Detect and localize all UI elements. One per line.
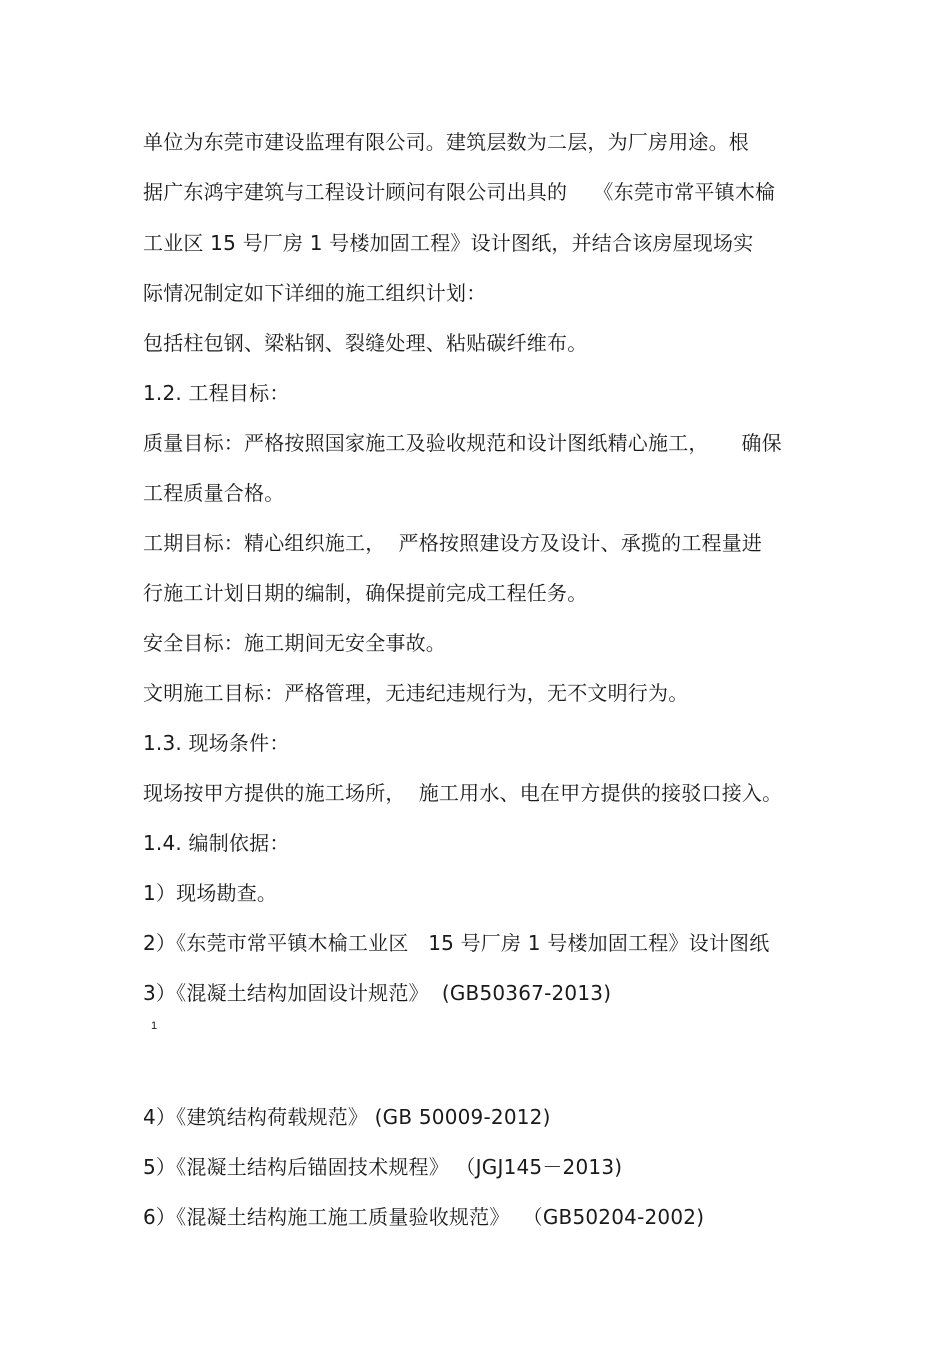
section-heading-1-3: 1.3. 现场条件： xyxy=(143,731,290,755)
reference-item: 5）《混凝土结构后锚固技术规程》 （JGJ145－2013) xyxy=(143,1155,623,1179)
reference-item: 4）《建筑结构荷载规范》 (GB 50009-2012) xyxy=(143,1105,551,1129)
section-heading-1-4: 1.4. 编制依据： xyxy=(143,831,290,855)
body-text-line: 文明施工目标：严格管理，无违纪违规行为，无不文明行为。 xyxy=(143,681,689,705)
reference-item: 2）《东莞市常平镇木棆工业区 15 号厂房 1 号楼加固工程》设计图纸 xyxy=(143,931,770,955)
body-text-line: 工期目标：精心组织施工， 严格按照建设方及设计、承揽的工程量进 xyxy=(143,531,763,555)
reference-item: 6）《混凝土结构施工施工质量验收规范》 （GB50204-2002) xyxy=(143,1205,705,1229)
reference-item: 1）现场勘查。 xyxy=(143,881,278,905)
body-text-line: 行施工计划日期的编制，确保提前完成工程任务。 xyxy=(143,581,588,605)
reference-item: 3）《混凝土结构加固设计规范》 (GB50367-2013) xyxy=(143,981,612,1005)
body-text-line: 际情况制定如下详细的施工组织计划： xyxy=(143,281,487,305)
page-number: 1 xyxy=(151,1020,158,1032)
body-text-line: 工业区 15 号厂房 1 号楼加固工程》设计图纸，并结合该房屋现场实 xyxy=(143,231,754,255)
body-text-line: 据广东鸿宇建筑与工程设计顾问有限公司出具的 《东莞市常平镇木棆 xyxy=(143,180,776,204)
body-text-line: 现场按甲方提供的施工场所， 施工用水、电在甲方提供的接驳口接入。 xyxy=(143,781,783,805)
body-text-line: 质量目标：严格按照国家施工及验收规范和设计图纸精心施工， 确保 xyxy=(143,431,782,455)
body-text-line: 工程质量合格。 xyxy=(143,481,285,505)
body-text-line: 单位为东莞市建设监理有限公司。建筑层数为二层，为厂房用途。根 xyxy=(143,130,749,154)
section-heading-1-2: 1.2. 工程目标： xyxy=(143,381,290,405)
body-text-line: 安全目标：施工期间无安全事故。 xyxy=(143,631,446,655)
body-text-line: 包括柱包钢、梁粘钢、裂缝处理、粘贴碳纤维布。 xyxy=(143,331,588,355)
